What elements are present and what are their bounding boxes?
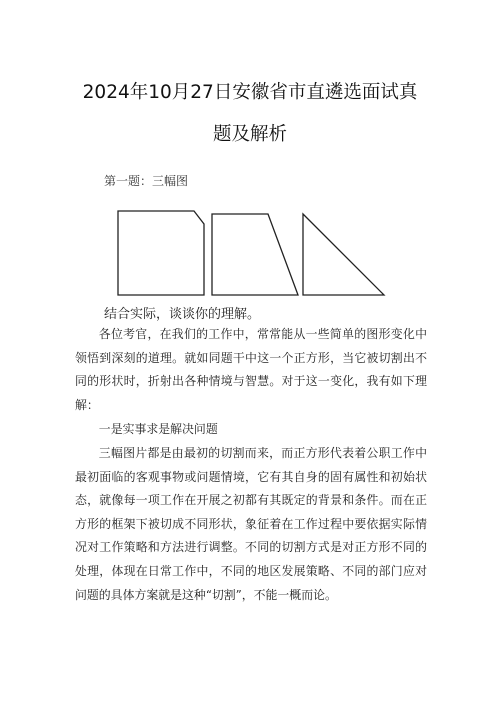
paragraph-2-block xyxy=(75,442,427,607)
title-line-1: 2024年10月27日安徽省市直遴选面试真 xyxy=(82,82,418,103)
trapezoid-figure xyxy=(212,214,298,295)
question-label: 第一题：三幅图 xyxy=(104,174,189,188)
right-triangle-figure xyxy=(303,214,384,295)
figure-svg xyxy=(116,210,386,296)
paragraph-1-block xyxy=(75,323,427,417)
square-cut-corner-figure xyxy=(118,211,204,295)
document-title xyxy=(60,72,440,156)
figure-group xyxy=(116,210,386,296)
title-line-2: 题及解析 xyxy=(212,124,287,145)
paragraph-1: 各位考官，在我们的工作中，常常能从一些简单的图形变化中领悟到深刻的道理。就如同题干中这一个正方形，当它被切割出不同的形状时，折射出各种情境与智慧。对于这一变化，我有如下理解： xyxy=(75,327,427,412)
section-heading-1: 一是实事求是解决问题 xyxy=(98,422,218,436)
heading-1-block xyxy=(75,418,427,442)
figure-caption: 结合实际，谈谈你的理解。 xyxy=(104,307,261,322)
paragraph-2: 三幅图片都是由最初的切割而来，而正方形代表着公职工作中最初面临的客观事物或问题情境，它有其自身的固有属性和初始状态，就像每一项工作在开展之初都有其既定的背景和条件。而在正方形的框架下被切成不同形状，象征着在工作过程中要依据实际情况对工作策略和方法进行调整。不同的切割方式是对正方形不同的处理，体现在日常工作中，不同的地区发展策略、不同的部门应对问题的具体方案就是这种“切割”，不能一概而论。 xyxy=(75,446,427,602)
